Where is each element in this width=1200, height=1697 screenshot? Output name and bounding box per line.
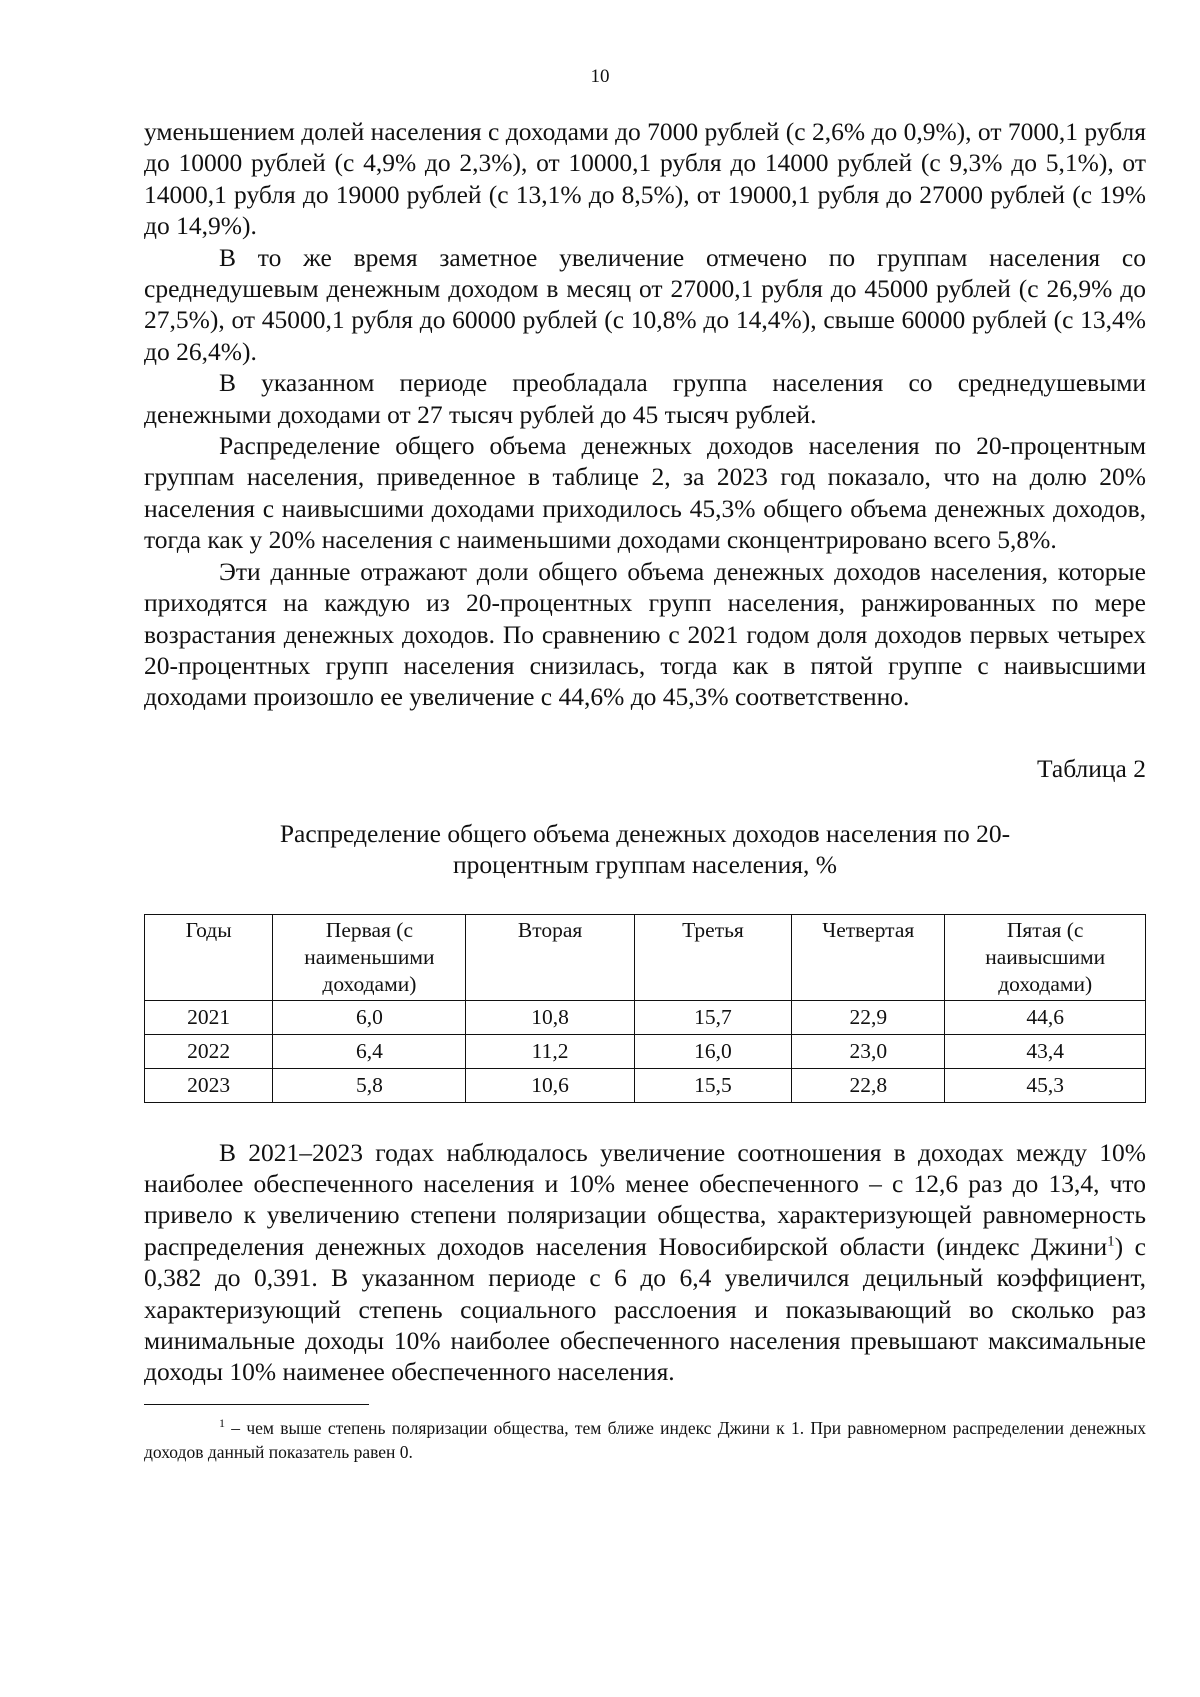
table-cell: 11,2 (466, 1034, 634, 1068)
table-cell: 5,8 (273, 1068, 466, 1102)
footnote-text: – чем выше степень поляризации общества, тем ближе индекс Джини к 1. При равномерном распределении денежных доходов данный показатель равен 0. (144, 1417, 1146, 1462)
page-number: 10 (590, 66, 610, 87)
table-cell: 23,0 (792, 1034, 945, 1068)
paragraph-gini (144, 1137, 1146, 1388)
table-cell: 10,6 (466, 1068, 634, 1102)
income-distribution-table (144, 914, 1146, 1103)
footnote-reference[interactable]: 1 (1107, 1233, 1115, 1250)
gini-text-before: В 2021–2023 годах наблюдалось увеличение соотношения в доходах между 10% наиболее обеспеченного населения и 10% менее обеспеченного – с 12,6 раз до 13,4, что привело к увеличению степени поляризации общества, характеризующей равномерность распределения денежных доходов населения Новосибирской области (индекс Джини (144, 1137, 1146, 1261)
table-cell-year: 2021 (145, 1000, 273, 1034)
table-header-row (145, 914, 1146, 1000)
paragraph-shares: Эти данные отражают доли общего объема денежных доходов населения, которые приходятся на каждую из 20-процентных групп населения, ранжированных по мере возрастания денежных доходов. По сравнению с 2021 годом доля доходов первых четырех 20-процентных групп населения снизилась, тогда как в пятой группе с наивысшими доходами произошло ее увеличение с 44,6% до 45,3% соответственно. (144, 556, 1146, 712)
table-cell: 45,3 (945, 1068, 1146, 1102)
header-second-group: Вторая (466, 914, 634, 1000)
table-cell: 22,9 (792, 1000, 945, 1034)
paragraph-distribution: Распределение общего объема денежных доходов населения по 20-процентным группам населения, приведенное в таблице 2, за 2023 год показало, что на долю 20% населения с наивысшими доходами приходилось 45,3% общего объема денежных доходов, тогда как у 20% населения с наименьшими доходами сконцентрировано всего 5,8%. (144, 431, 1146, 555)
table-label: Таблица 2 (1036, 753, 1146, 783)
header-first-group: Первая (с наименьшими доходами) (273, 914, 466, 1000)
header-years: Годы (145, 914, 273, 1000)
header-fifth-group: Пятая (с наивысшими доходами) (945, 914, 1146, 1000)
header-third-group: Третья (634, 914, 791, 1000)
table-cell: 44,6 (945, 1000, 1146, 1034)
footnote-mark: 1 (219, 1415, 225, 1430)
paragraph-dominant-group: В указанном периоде преобладала группа населения со среднедушевыми денежными доходами от 27 тысяч рублей до 45 тысяч рублей. (144, 368, 1146, 429)
table-cell: 22,8 (792, 1068, 945, 1102)
paragraph-income-increase: В то же время заметное увеличение отмечено по группам населения со среднедушевым денежным доходом в месяц от 27000,1 рубля до 45000 рублей (с 26,9% до 27,5%), от 45000,1 рубля до 60000 рублей (с 10,8% до 14,4%), свыше 60000 рублей (с 13,4% до 26,4%). (144, 242, 1146, 366)
table-cell-year: 2022 (145, 1034, 273, 1068)
table-cell-year: 2023 (145, 1068, 273, 1102)
table-row (145, 1068, 1146, 1102)
table-title: Распределение общего объема денежных доходов населения по 20-процентным группам населения, % (279, 818, 1011, 880)
table-cell: 43,4 (945, 1034, 1146, 1068)
header-fourth-group: Четвертая (792, 914, 945, 1000)
footnote-separator (144, 1404, 369, 1405)
table-cell: 10,8 (466, 1000, 634, 1034)
table-cell: 16,0 (634, 1034, 791, 1068)
table-row (145, 1034, 1146, 1068)
page-body (144, 116, 1146, 1464)
footnote (144, 1411, 1146, 1464)
table-row (145, 1000, 1146, 1034)
table-cell: 6,4 (273, 1034, 466, 1068)
table-cell: 6,0 (273, 1000, 466, 1034)
table-cell: 15,7 (634, 1000, 791, 1034)
gini-text-after: ) с 0,382 до 0,391. В указанном периоде с 6 до 6,4 увеличился децильный коэффициент, характеризующий степень социального расслоения и показывающий во сколько раз минимальные доходы 10% наиболее обеспеченного населения превышают максимальные доходы 10% наименее обеспеченного населения. (144, 1231, 1146, 1387)
table-cell: 15,5 (634, 1068, 791, 1102)
paragraph-income-decrease: уменьшением долей населения с доходами до 7000 рублей (с 2,6% до 0,9%), от 7000,1 рубля до 10000 рублей (с 4,9% до 2,3%), от 10000,1 рубля до 14000 рублей (с 9,3% до 5,1%), от 14000,1 рубля до 19000 рублей (с 13,1% до 8,5%), от 19000,1 рубля до 27000 рублей (с 19% до 14,9%). (144, 117, 1146, 241)
